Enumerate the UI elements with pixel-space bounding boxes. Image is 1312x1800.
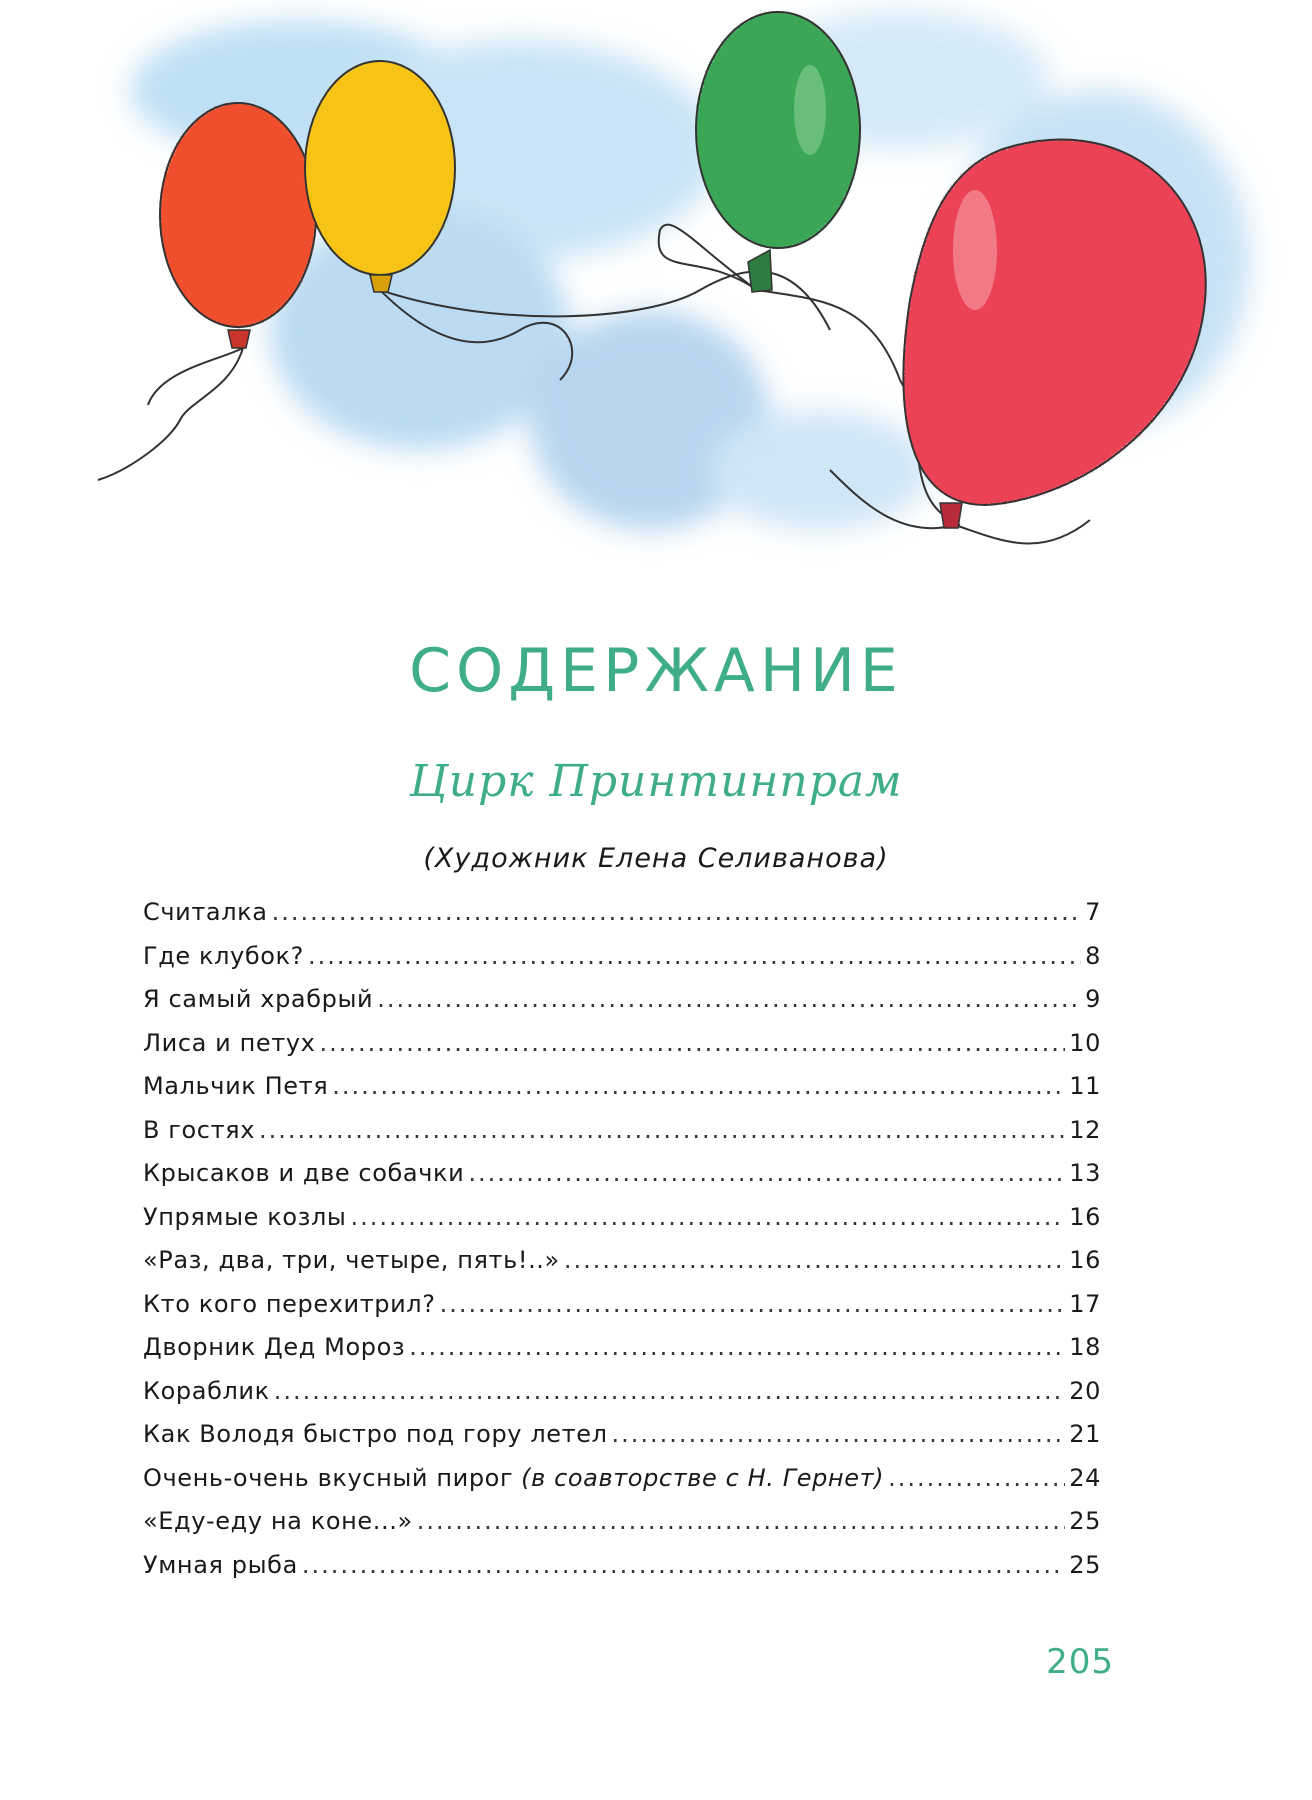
toc-entry	[143, 1290, 1101, 1334]
toc-entry	[143, 1246, 1101, 1290]
toc-entry-page: 11	[1069, 1072, 1101, 1100]
toc-leader-dots	[888, 1464, 1065, 1492]
toc-entry	[143, 1464, 1101, 1508]
toc-entry	[143, 1116, 1101, 1160]
toc-entry-page: 24	[1069, 1463, 1101, 1492]
toc-entry-page: 25	[1069, 1507, 1101, 1535]
toc-leader-dots	[612, 1420, 1066, 1448]
toc-entry	[143, 1203, 1101, 1247]
toc-entry-page: 25	[1069, 1550, 1101, 1579]
toc-leader-dots	[272, 898, 1082, 926]
toc-entry-title: В гостях	[143, 1115, 256, 1144]
page-number: 205	[1046, 1642, 1114, 1682]
toc-entry	[143, 1507, 1101, 1551]
balloons-illustration	[0, 0, 1312, 620]
page-title: СОДЕРЖАНИЕ	[409, 636, 903, 706]
toc-leader-dots	[417, 1507, 1066, 1535]
toc-entry-title: Считалка	[143, 898, 268, 926]
green-balloon	[696, 12, 860, 292]
toc-entry-title: Кораблик	[143, 1376, 270, 1405]
toc-entry	[143, 1377, 1101, 1421]
toc-entry-page: 12	[1069, 1115, 1101, 1144]
red-balloon	[903, 140, 1205, 528]
artist-credit: (Художник Елена Селиванова)	[423, 843, 889, 874]
toc-entry-title: Мальчик Петя	[143, 1072, 329, 1100]
toc-entry-title: Я самый храбрый	[143, 985, 374, 1013]
section-title: Цирк Принтинпрам	[409, 756, 903, 807]
toc-entry-page: 16	[1069, 1202, 1101, 1231]
toc-entry-title: «Раз, два, три, четыре, пять!..»	[143, 1246, 560, 1274]
toc-entry-title: Очень-очень вкусный пирог	[143, 1463, 514, 1492]
toc-entry-title: Умная рыба	[143, 1550, 298, 1579]
toc-entry	[143, 1029, 1101, 1073]
toc-entry-title: Крысаков и две собачки	[143, 1159, 465, 1187]
toc-entry-title: Дворник Дед Мороз	[143, 1333, 406, 1361]
toc-leader-dots	[377, 985, 1081, 1013]
toc-entry-page: 10	[1069, 1028, 1101, 1057]
toc-leader-dots	[468, 1159, 1065, 1187]
toc-leader-dots	[319, 1029, 1065, 1057]
toc-entry-page: 20	[1069, 1376, 1101, 1405]
toc-entry-page: 8	[1085, 941, 1101, 970]
toc-entry-page: 13	[1069, 1159, 1101, 1187]
toc-leader-dots	[332, 1072, 1065, 1100]
toc-entry-title: Кто кого перехитрил?	[143, 1289, 436, 1318]
toc-leader-dots	[440, 1290, 1066, 1318]
toc-leader-dots	[308, 942, 1081, 970]
toc-entry-page: 17	[1069, 1289, 1101, 1318]
toc-leader-dots	[350, 1203, 1065, 1231]
toc-entry-page: 21	[1069, 1420, 1101, 1448]
toc-entry-title: Лиса и петух	[143, 1028, 316, 1057]
toc-leader-dots	[409, 1333, 1065, 1361]
toc-leader-dots	[259, 1116, 1065, 1144]
toc-entry-title: Как Володя быстро под гору летел	[143, 1420, 608, 1448]
toc-leader-dots	[564, 1246, 1065, 1274]
toc-entry	[143, 1159, 1101, 1203]
toc-entry	[143, 1072, 1101, 1116]
toc-entry	[143, 1420, 1101, 1464]
toc-entry	[143, 942, 1101, 986]
toc-entry-note: (в соавторстве с Н. Гернет)	[521, 1463, 885, 1492]
toc-entry-title: Где клубок?	[143, 941, 304, 970]
toc-entry	[143, 1333, 1101, 1377]
toc-entry-page: 7	[1085, 898, 1101, 926]
toc-leader-dots	[302, 1551, 1065, 1579]
toc-entry-title: «Еду-еду на коне...»	[143, 1507, 413, 1535]
toc-leader-dots	[274, 1377, 1066, 1405]
toc-entry-title: Упрямые козлы	[143, 1202, 347, 1231]
toc-entry	[143, 1551, 1101, 1595]
toc-entry-page: 9	[1085, 985, 1101, 1013]
table-of-contents	[143, 898, 1101, 1594]
toc-entry-page: 16	[1069, 1246, 1101, 1274]
toc-entry-page: 18	[1069, 1333, 1101, 1361]
toc-entry	[143, 985, 1101, 1029]
toc-entry	[143, 898, 1101, 942]
